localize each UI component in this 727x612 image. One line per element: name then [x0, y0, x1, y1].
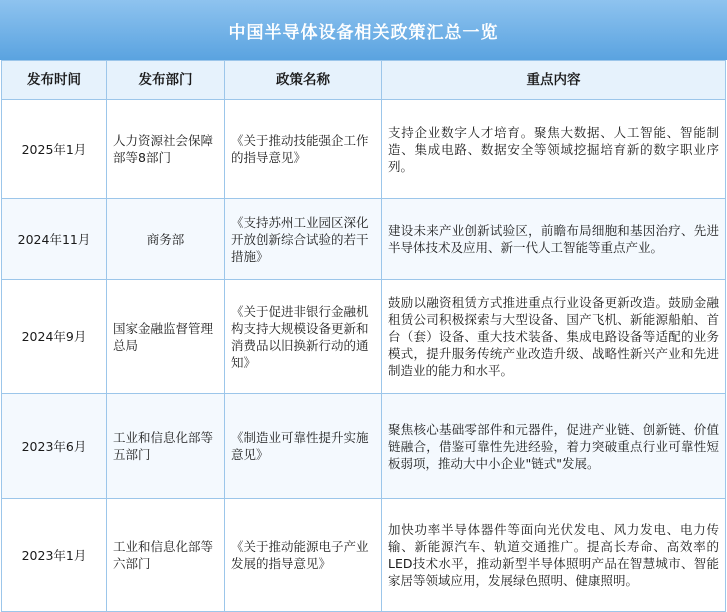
table-row — [2, 499, 726, 612]
cell-policy: 《关于推动技能强企工作的指导意见》 — [225, 100, 382, 199]
cell-dept: 人力资源社会保障部等8部门 — [107, 100, 225, 199]
cell-policy: 《支持苏州工业园区深化开放创新综合试验的若干措施》 — [225, 199, 382, 280]
table-row — [2, 199, 726, 280]
header-date: 发布时间 — [2, 61, 107, 100]
header-policy: 政策名称 — [225, 61, 382, 100]
cell-policy: 《关于推动能源电子产业发展的指导意见》 — [225, 499, 382, 612]
header-dept: 发布部门 — [107, 61, 225, 100]
table-row — [2, 394, 726, 499]
cell-date: 2024年9月 — [2, 280, 107, 394]
table-row — [2, 100, 726, 199]
header-row — [2, 61, 726, 100]
cell-content: 聚焦核心基础零部件和元器件，促进产业链、创新链、价值链融合，借鉴可靠性先进经验，着力突破重点行业可靠性短板弱项，推动大中小企业"链式"发展。 — [382, 394, 726, 499]
table-row — [2, 280, 726, 394]
cell-content: 支持企业数字人才培育。聚焦大数据、人工智能、智能制造、集成电路、数据安全等领域挖掘培育新的数字职业序列。 — [382, 100, 726, 199]
table-title: 中国半导体设备相关政策汇总一览 — [0, 0, 727, 60]
cell-content: 鼓励以融资租赁方式推进重点行业设备更新改造。鼓励金融租赁公司积极探索与大型设备、国产飞机、新能源船舶、首台（套）设备、重大技术装备、集成电路设备等适配的业务模式，提升服务传统产业改造升级、战略性新兴产业和先进制造业的能力和水平。 — [382, 280, 726, 394]
cell-date: 2023年1月 — [2, 499, 107, 612]
cell-content: 加快功率半导体器件等面向光伏发电、风力发电、电力传输、新能源汽车、轨道交通推广。提高长寿命、高效率的LED技术水平，推动新型半导体照明产品在智慧城市、智能家居等领域应用，发展绿色照明、健康照明。 — [382, 499, 726, 612]
cell-date: 2023年6月 — [2, 394, 107, 499]
cell-policy: 《制造业可靠性提升实施意见》 — [225, 394, 382, 499]
header-content: 重点内容 — [382, 61, 726, 100]
policy-table — [1, 60, 726, 612]
cell-date: 2024年11月 — [2, 199, 107, 280]
cell-policy: 《关于促进非银行金融机构支持大规模设备更新和消费品以旧换新行动的通知》 — [225, 280, 382, 394]
cell-date: 2025年1月 — [2, 100, 107, 199]
cell-dept: 工业和信息化部等五部门 — [107, 394, 225, 499]
cell-dept: 工业和信息化部等六部门 — [107, 499, 225, 612]
cell-content: 建设未来产业创新试验区，前瞻布局细胞和基因治疗、先进半导体技术及应用、新一代人工智能等重点产业。 — [382, 199, 726, 280]
cell-dept: 商务部 — [107, 199, 225, 280]
cell-dept: 国家金融监督管理总局 — [107, 280, 225, 394]
